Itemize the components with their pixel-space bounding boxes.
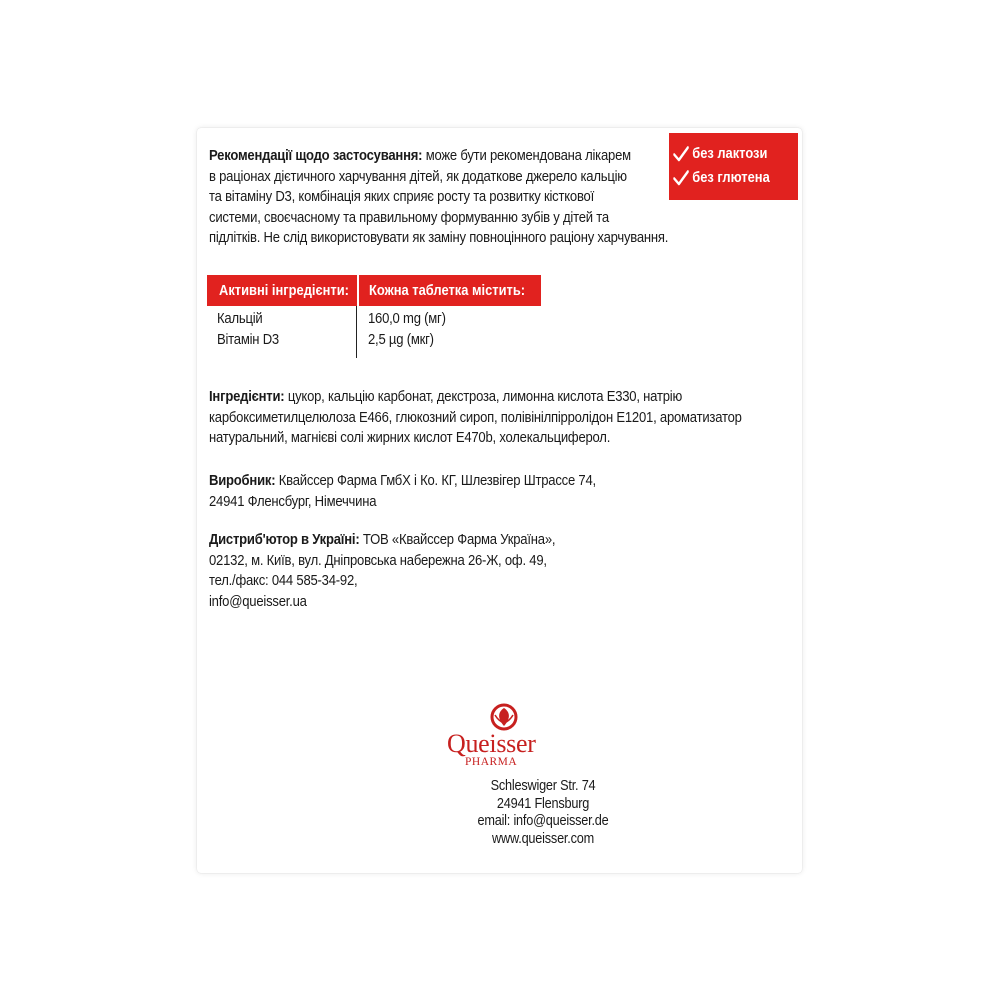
address-street: Schleswiger Str. 74 (490, 778, 596, 794)
lactose-free-label: без лактози (692, 145, 768, 162)
recommendation-heading: Рекомендації щодо застосування: (209, 147, 423, 164)
address-website: www.queisser.com (492, 830, 594, 847)
table-row-name: Вітамін D3 (217, 330, 279, 348)
manufacturer-line-1 (209, 471, 691, 492)
recommendation-line-3: та вітаміну D3, комбінація яких сприяє росту та розвитку кісткової (209, 188, 594, 205)
manufacturer-heading: Виробник: (209, 472, 276, 489)
manufacturer-line-2: 24941 Фленсбург, Німеччина (209, 492, 377, 510)
header-right-label: Кожна таблетка містить: (369, 282, 526, 299)
header-active-ingredients (207, 275, 357, 306)
active-ingredients-table (207, 275, 541, 362)
brand-subtitle: PHARMA (465, 756, 518, 768)
header-per-tablet (359, 275, 541, 306)
manufacturer-address (443, 778, 643, 848)
ingredient-amounts (368, 309, 446, 350)
manufacturer-text: Квайссер Фарма ГмбХ і Ко. КГ, Шлезвігер Штрассе 74, (275, 472, 596, 489)
ingredients-line-3: натуральний, магнієві солі жирних кислот Е470b, холекальциферол. (209, 429, 611, 446)
manufacturer-block (209, 471, 691, 512)
recommendation-text: може бути рекомендована лікарем (422, 147, 631, 164)
table-row-name: Кальцій (217, 310, 263, 327)
column-divider (356, 306, 357, 358)
address-city: 24941 Flensburg (496, 795, 590, 812)
gluten-free-label: без глютена (692, 169, 770, 186)
brand-name: Queisser (447, 729, 536, 758)
recommendation-line-1 (209, 146, 691, 167)
ingredients-text: цукор, кальцію карбонат, декстроза, лимонна кислота Е330, натрію (284, 388, 683, 405)
header-left-label: Активні інгредієнти: (219, 282, 349, 299)
address-email: email: info@queisser.de (477, 813, 609, 829)
table-row-amount: 2,5 µg (мкг) (368, 330, 434, 348)
table-row-amount: 160,0 mg (мг) (368, 310, 446, 327)
distributor-line-2: 02132, м. Київ, вул. Дніпровська набережна 26-Ж, оф. 49, (209, 551, 547, 569)
checkmark-icon (673, 170, 688, 186)
gluten-free-badge (669, 166, 780, 190)
distributor-line-3: тел./факс: 044 585-34-92, (209, 572, 358, 589)
distributor-email: info@queisser.ua (209, 592, 307, 610)
ingredients-block (209, 387, 785, 449)
checkmark-icon (673, 146, 688, 162)
recommendation-line-2: в раціонах дієтичного харчування дітей, як додаткове джерело кальцію (209, 167, 627, 185)
package-back-panel (197, 128, 802, 873)
recommendation-line-4: системи, своєчасному та правильному формуванню зубів у дітей та (209, 208, 609, 226)
table-body (207, 306, 541, 362)
table-header (207, 275, 541, 306)
ingredient-names (217, 309, 279, 350)
recommendation-block (209, 146, 691, 249)
distributor-text: ТОВ «Квайссер Фарма Україна», (359, 531, 556, 548)
lactose-free-badge (669, 142, 780, 166)
distributor-block (209, 530, 691, 612)
ingredients-line-2: карбоксиметилцелюлоза Е466, глюкозний сироп, полівінілпірролідон Е1201, ароматизатор (209, 408, 742, 426)
distributor-heading: Дистриб'ютор в Україні: (209, 531, 360, 548)
free-from-badge (669, 133, 798, 200)
ingredients-heading: Інгредієнти: (209, 388, 285, 405)
distributor-line-1 (209, 530, 691, 551)
address-lines (457, 778, 629, 848)
ingredients-line-1 (209, 387, 785, 408)
recommendation-line-5: підлітків. Не слід використовувати як заміну повноцінного раціону харчування. (209, 229, 669, 246)
